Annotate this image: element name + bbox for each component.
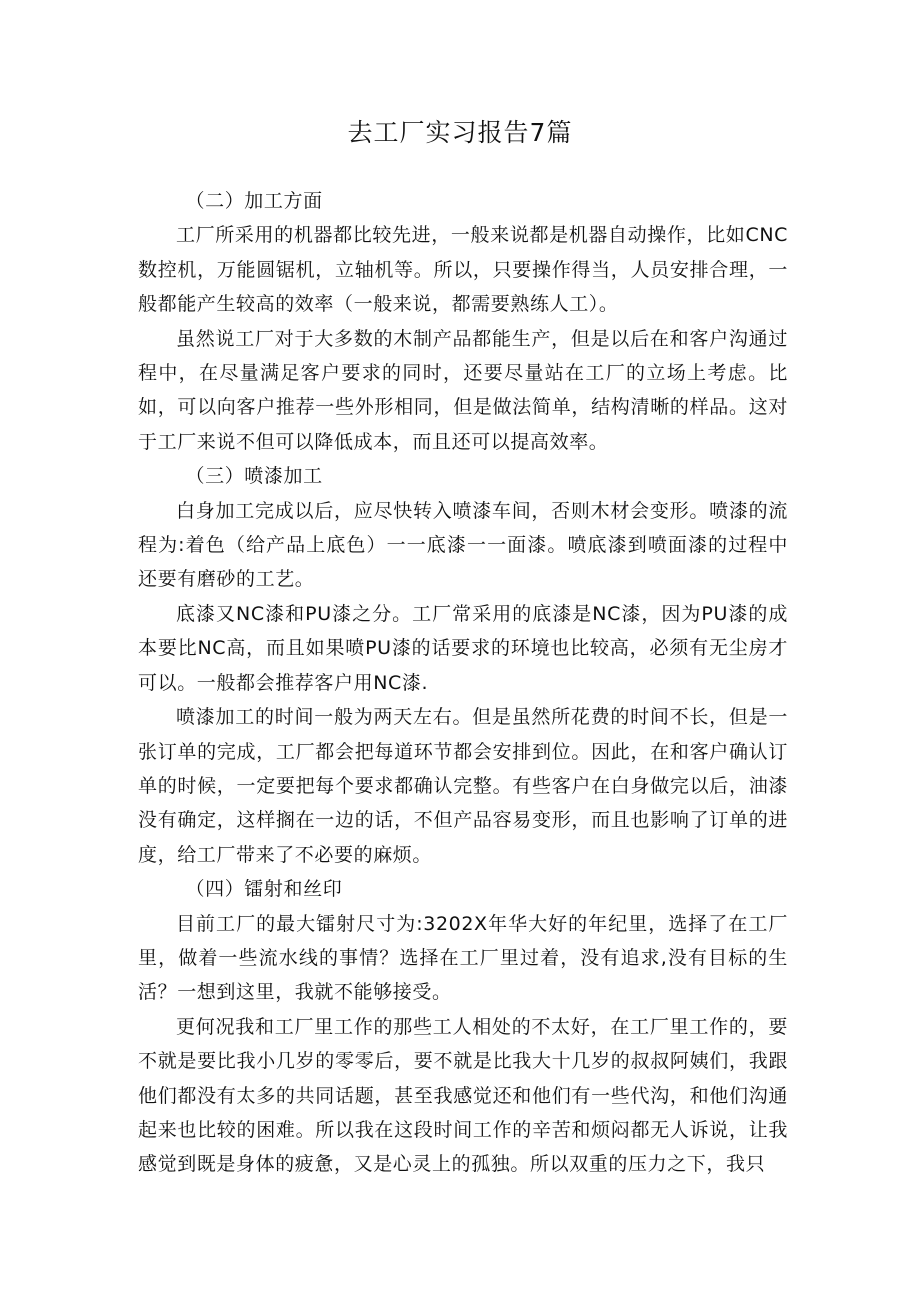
page-title: 去工厂实习报告7篇: [347, 118, 573, 147]
section-heading-processing: （二）加工方面: [185, 190, 323, 212]
body-paragraph: 更何况我和工厂里工作的那些工人相处的不太好，在工厂里工作的，要不就是要比我小几岁的零零后，要不就是比我大十几岁的叔叔阿姨们，我跟他们都没有太多的共同话题，甚至我感觉还和他们有一些代沟，和他们沟通起来也比较的困难。所以我在这段时间工作的辛苦和烦闷都无人诉说，让我感觉到既是身体的疲惫，又是心灵上的孤独。所以双重的压力之下，我只: [138, 1015, 788, 1176]
body-paragraph: 喷漆加工的时间一般为两天左右。但是虽然所花费的时间不长，但是一张订单的完成，工厂都会把每道环节都会安排到位。因此，在和客户确认订单的时候，一定要把每个要求都确认完整。有些客户在白身做完以后，油漆没有确定，这样搁在一边的话，不但产品容易变形，而且也影响了订单的进度，给工厂带来了不必要的麻烦。: [138, 706, 788, 866]
body-paragraph: 白身加工完成以后，应尽快转入喷漆车间，否则木材会变形。喷漆的流程为:着色（给产品上底色）一一底漆一一面漆。喷底漆到喷面漆的过程中还要有磨砂的工艺。: [138, 499, 788, 591]
body-paragraph: 虽然说工厂对于大多数的木制产品都能生产，但是以后在和客户沟通过程中，在尽量满足客户要求的同时，还要尽量站在工厂的立场上考虑。比如，可以向客户推荐一些外形相同，但是做法简单，结构清晰的样品。这对于工厂来说不但可以降低成本，而且还可以提高效率。: [138, 327, 788, 453]
section-heading-painting: （三）喷漆加工: [185, 465, 323, 488]
body-paragraph: 工厂所采用的机器都比较先进，一般来说都是机器自动操作，比如CNC数控机，万能圆锯机，立轴机等。所以，只要操作得当，人员安排合理，一般都能产生较高的效率（一般来说，都需要熟练人工）。: [138, 224, 788, 316]
body-paragraph: 目前工厂的最大镭射尺寸为:3202X年华大好的年纪里，选择了在工厂里，做着一些流水线的事情？选择在工厂里过着，没有追求,没有目标的生活？一想到这里，我就不能够接受。: [138, 912, 788, 1004]
section-heading-laser-printing: （四）镭射和丝印: [185, 878, 343, 901]
document-body: [138, 184, 788, 1182]
body-paragraph: 底漆又NC漆和PU漆之分。工厂常采用的底漆是NC漆，因为PU漆的成本要比NC高，而且如果喷PU漆的话要求的环境也比较高，必须有无尘房才可以。一般都会推荐客户用NC漆.: [138, 602, 788, 694]
